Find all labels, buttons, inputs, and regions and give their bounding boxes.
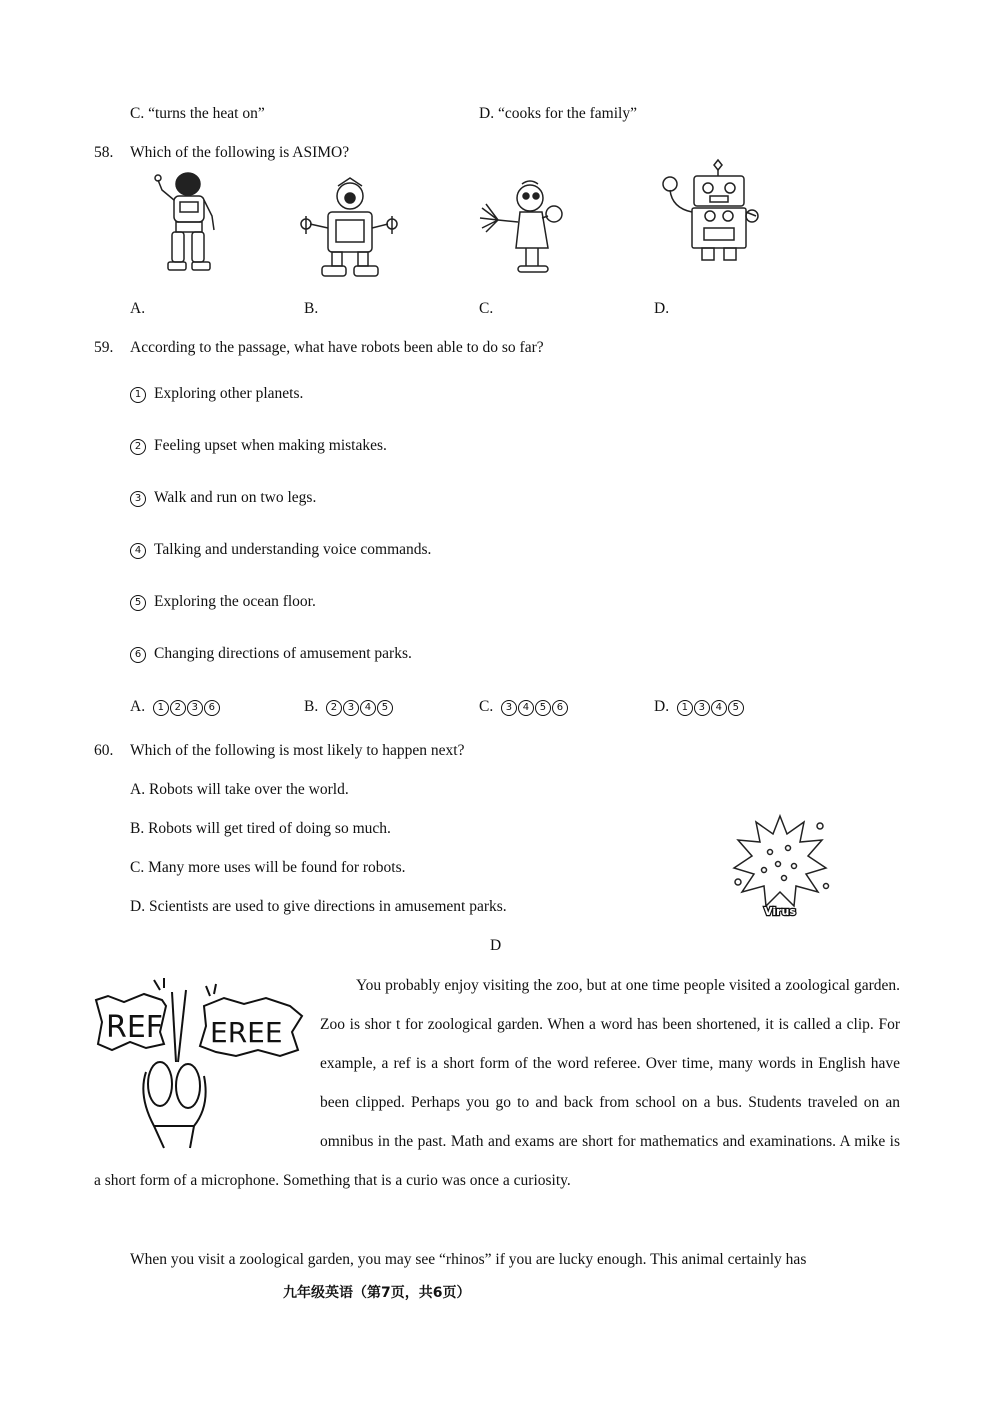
circle-number: 4 bbox=[518, 700, 534, 716]
circle-number: 3 bbox=[187, 700, 203, 716]
q59-option-d bbox=[654, 698, 745, 716]
circle-number: 2 bbox=[130, 439, 146, 455]
q60-option-c: C. Many more uses will be found for robots. bbox=[130, 859, 406, 876]
q59-question: According to the passage, what have robots been able to do so far? bbox=[130, 339, 544, 356]
robot-c-image bbox=[478, 178, 582, 278]
virus-image bbox=[730, 812, 830, 922]
q58-number: 58. bbox=[94, 144, 114, 161]
robot-d-image bbox=[658, 160, 760, 266]
section-d-paragraph-1 bbox=[94, 966, 900, 1200]
q59-item bbox=[130, 541, 431, 559]
q58-option-c: C. bbox=[479, 300, 494, 317]
q59-item-text: Walk and run on two legs. bbox=[154, 489, 317, 506]
circle-number: 3 bbox=[130, 491, 146, 507]
ref-text: REF bbox=[106, 1010, 164, 1045]
q59-item-text: Talking and understanding voice commands. bbox=[154, 541, 432, 558]
q60-option-d: D. Scientists are used to give directions in amusement parks. bbox=[130, 898, 507, 915]
circle-number: 4 bbox=[360, 700, 376, 716]
q59-item-text: Exploring the ocean floor. bbox=[154, 593, 316, 610]
q58-option-b: B. bbox=[304, 300, 319, 317]
circle-number: 1 bbox=[153, 700, 169, 716]
paragraph-1-text: You probably enjoy visiting the zoo, but at one time people visited a zoological garden. Zoo is shor t for zoological garden. When a word has been shortened, it is called a clip. For example, a ref is a short form of the word referee. Over time, many words in English have been clipped. Perhaps you go to and back from school on a bus. Students traveled on an omnibus in the past. Math and exams are short for mathematics and examinations. A mike is a short form of a microphone. Something that is a curio was once a curiosity. bbox=[94, 977, 900, 1189]
q60-question: Which of the following is most likely to happen next? bbox=[130, 742, 465, 759]
q58-option-a: A. bbox=[130, 300, 146, 317]
q60-option-b: B. Robots will get tired of doing so much. bbox=[130, 820, 391, 837]
q57-option-c: C. “turns the heat on” bbox=[130, 105, 265, 122]
q59-option-c bbox=[479, 698, 569, 716]
image-float-spacer bbox=[94, 966, 320, 1161]
circle-number: 2 bbox=[170, 700, 186, 716]
q59-item bbox=[130, 645, 412, 663]
robot-a-image bbox=[150, 172, 230, 280]
q59-item bbox=[130, 437, 387, 455]
circle-number: 6 bbox=[204, 700, 220, 716]
option-label: C. bbox=[479, 698, 494, 715]
circle-number: 1 bbox=[130, 387, 146, 403]
q59-item-text: Feeling upset when making mistakes. bbox=[154, 437, 387, 454]
q57-option-d: D. “cooks for the family” bbox=[479, 105, 637, 122]
q59-item-text: Changing directions of amusement parks. bbox=[154, 645, 412, 662]
circle-number: 6 bbox=[130, 647, 146, 663]
circle-number: 1 bbox=[677, 700, 693, 716]
option-label: D. bbox=[654, 698, 670, 715]
circle-number: 2 bbox=[326, 700, 342, 716]
section-d-paragraph-2 bbox=[94, 1240, 900, 1279]
virus-caption: Virus bbox=[764, 905, 796, 918]
paragraph-2-text: When you visit a zoological garden, you may see “rhinos” if you are lucky enough. This animal certainly has bbox=[130, 1251, 807, 1268]
q59-item bbox=[130, 489, 316, 507]
q60-number: 60. bbox=[94, 742, 114, 759]
q59-option-b bbox=[304, 698, 394, 716]
circle-number: 5 bbox=[728, 700, 744, 716]
q59-item bbox=[130, 593, 316, 611]
circle-number: 3 bbox=[694, 700, 710, 716]
option-label: A. bbox=[130, 698, 146, 715]
q58-option-d: D. bbox=[654, 300, 670, 317]
eree-text: EREE bbox=[210, 1016, 283, 1049]
circle-number: 4 bbox=[711, 700, 727, 716]
circle-number: 5 bbox=[377, 700, 393, 716]
section-d-heading: D bbox=[490, 937, 502, 954]
circle-number: 3 bbox=[343, 700, 359, 716]
q59-option-a bbox=[130, 698, 221, 716]
robot-b-image bbox=[298, 178, 398, 280]
q60-option-a: A. Robots will take over the world. bbox=[130, 781, 349, 798]
q59-item bbox=[130, 385, 303, 403]
circle-number: 4 bbox=[130, 543, 146, 559]
page-footer: 九年级英语（第7页，共6页） bbox=[283, 1285, 471, 1301]
circle-number: 5 bbox=[535, 700, 551, 716]
q59-item-text: Exploring other planets. bbox=[154, 385, 304, 402]
q58-question: Which of the following is ASIMO? bbox=[130, 144, 350, 161]
circle-number: 6 bbox=[552, 700, 568, 716]
circle-number: 3 bbox=[501, 700, 517, 716]
q59-number: 59. bbox=[94, 339, 114, 356]
option-label: B. bbox=[304, 698, 319, 715]
circle-number: 5 bbox=[130, 595, 146, 611]
